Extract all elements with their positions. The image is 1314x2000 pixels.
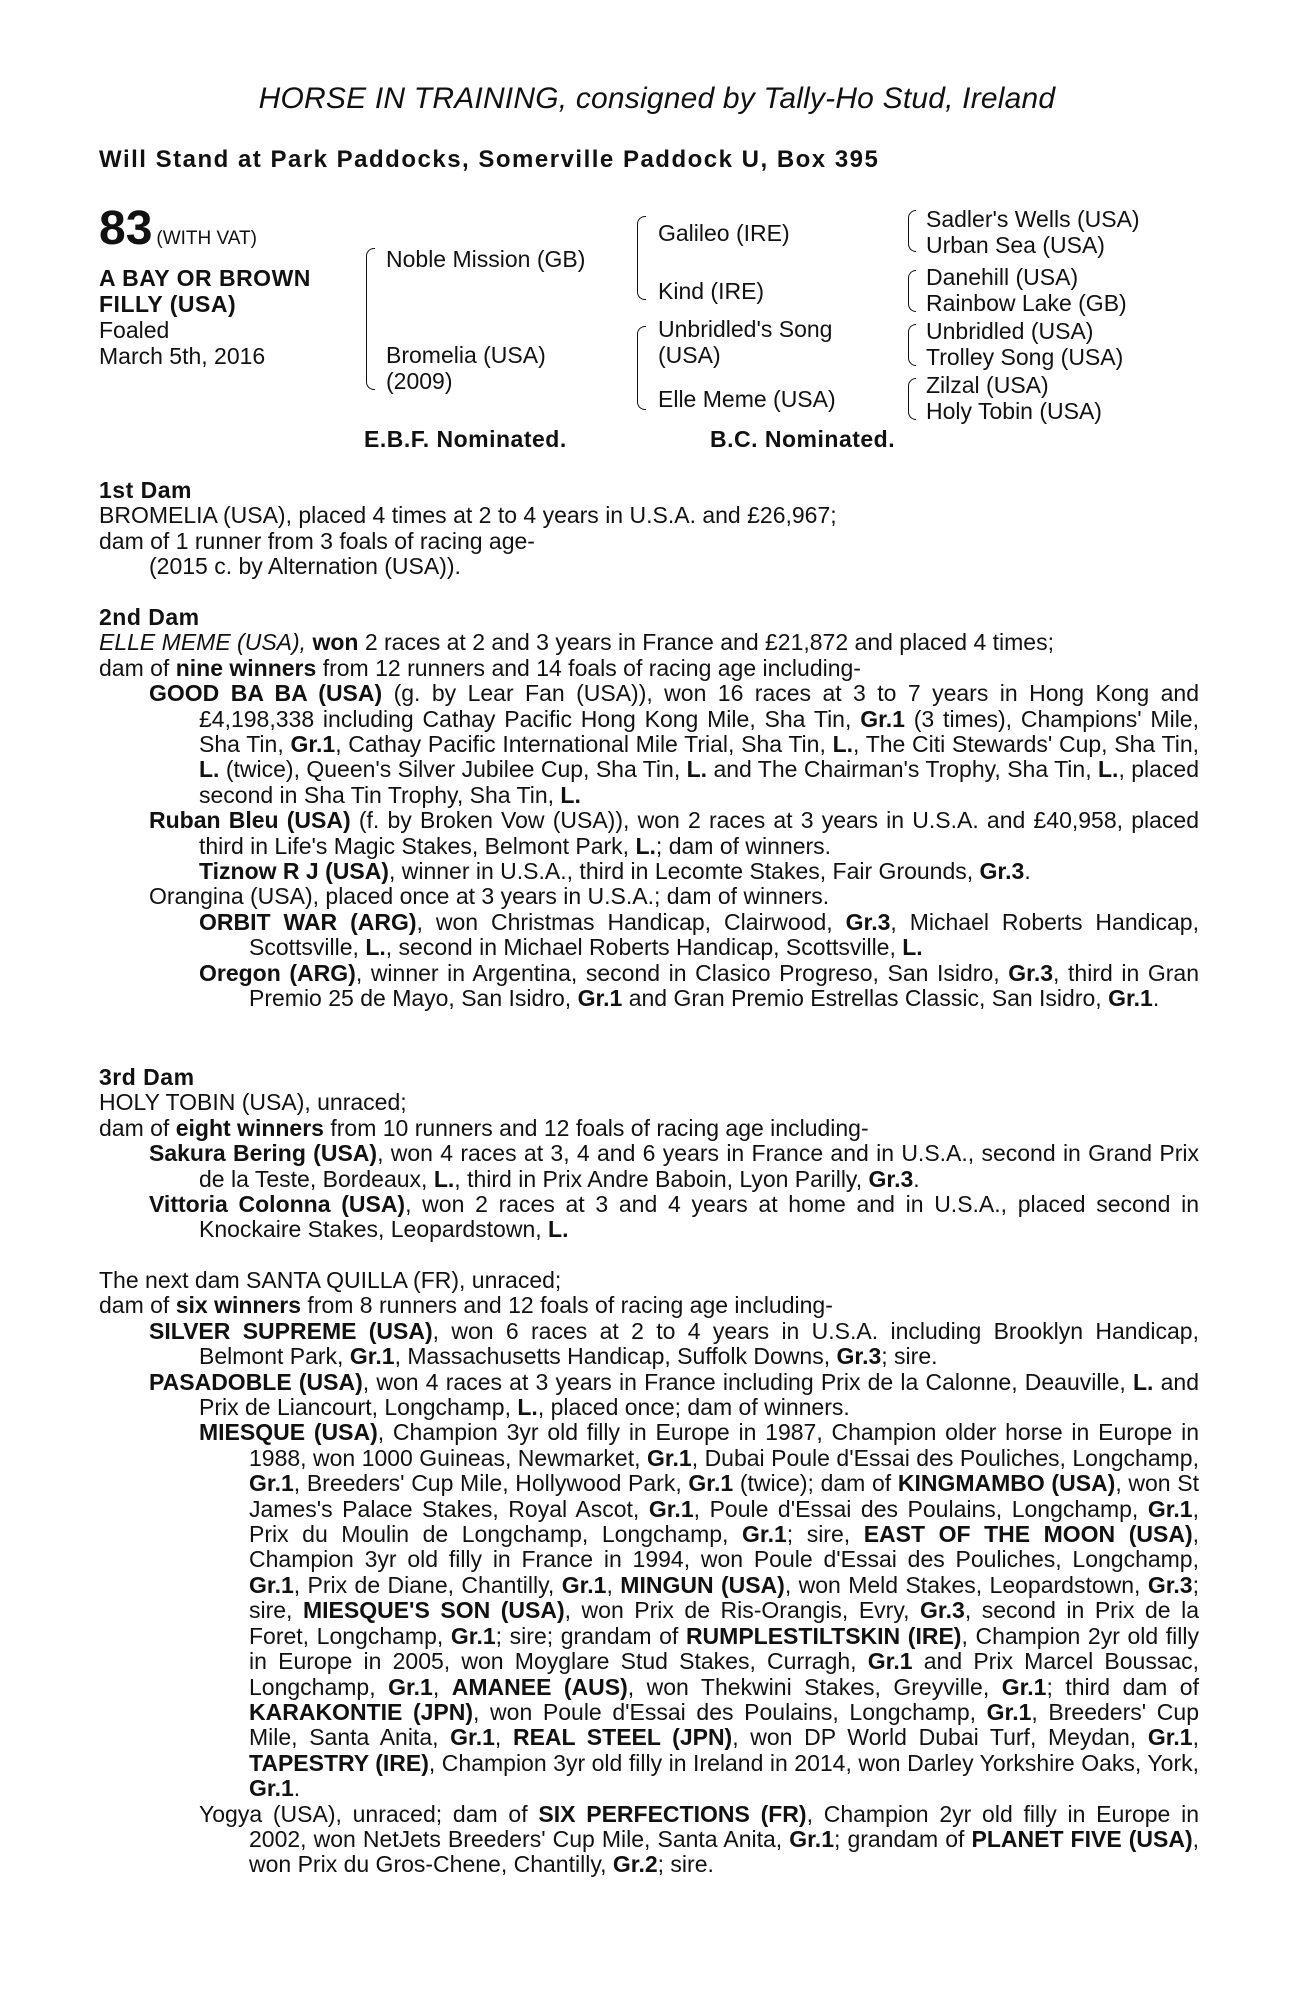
lot-sex-line1: A BAY OR BROWN <box>99 265 311 291</box>
progeny-oregon: Oregon (ARG), winner in Argentina, second in Clasico Progreso, San Isidro, Gr.3, third in Gran Premio 25 de Mayo, San Isidro, Gr.1 and Gran Premio Estrellas Classic, San Isidro, Gr.1. <box>199 959 1199 1012</box>
progeny-good-ba-ba: GOOD BA BA (USA) (g. by Lear Fan (USA)), won 16 races at 3 to 7 years in Hong Kong and £4,198,338 including Cathay Pacific Hong Kong Mile, Sha Tin, Gr.1 (3 times), Champions' Mile, Sha Tin, Gr.1, Cathay Pacific International Mile Trial, Sha Tin, L., The Citi Stewards' Cup, Sha Tin, L. (twice), Queen's Silver Jubilee Cup, Sha Tin, L. and The Chairman's Trophy, Sha Tin, L., placed second in Sha Tin Trophy, Sha Tin, L. <box>149 680 1200 808</box>
third-dam-title: 3rd Dam <box>99 1064 195 1090</box>
sire-sire-name: Galileo (IRE) <box>658 220 790 246</box>
first-dam-section <box>99 478 1199 580</box>
grandsire-1: Sadler's Wells (USA) <box>926 206 1140 232</box>
progeny-sakura-bering: Sakura Bering (USA), won 4 races at 3, 4 and 6 years in France and in U.S.A., second in Grand Prix de la Teste, Bordeaux, L., third in Prix Andre Baboin, Lyon Parilly, Gr.3. <box>149 1140 1200 1192</box>
progeny-yogya: Yogya (USA), unraced; dam of SIX PERFECTIONS (FR), Champion 2yr old filly in Europe in 2002, won NetJets Breeders' Cup Mile, Santa Anita, Gr.1; grandam of PLANET FIVE (USA), won Prix du Gros-Chene, Chantilly, Gr.2; sire. <box>199 1800 1200 1878</box>
vat-note: (WITH VAT) <box>156 228 257 249</box>
grandsire-6: Trolley Song (USA) <box>926 344 1124 370</box>
third-dam-section <box>99 1065 1199 1243</box>
progeny-pasadoble: PASADOBLE (USA), won 4 races at 3 years in France including Prix de la Calonne, Deauville, L. and Prix de Liancourt, Longchamp, L., placed once; dam of winners. <box>149 1368 1200 1421</box>
first-dam-line3: (2015 c. by Alternation (USA)). <box>149 553 461 580</box>
stand-location: Will Stand at Park Paddocks, Somerville Paddock U, Box 395 <box>99 146 880 173</box>
progeny-tiznow: Tiznow R J (USA), winner in U.S.A., third in Lecomte Stakes, Fair Grounds, Gr.3. <box>199 858 1031 885</box>
foaled-date: March 5th, 2016 <box>99 343 266 369</box>
second-dam-name: ELLE MEME (USA) <box>99 629 300 656</box>
progeny-ruban-bleu: Ruban Bleu (USA) (f. by Broken Vow (USA)), won 2 races at 3 years in U.S.A. and £40,958, placed third in Life's Magic Stakes, Belmont Park, L.; dam of winners. <box>149 807 1199 859</box>
grandsire-7: Zilzal (USA) <box>926 372 1049 398</box>
second-dam-line1: ELLE MEME (USA), won 2 races at 2 and 3 years in France and £21,872 and placed 4 times; <box>99 629 1054 656</box>
grandsire-2: Urban Sea (USA) <box>926 232 1105 258</box>
ebf-nominated: E.B.F. Nominated. <box>364 426 567 452</box>
lot-number: 83 <box>99 202 153 255</box>
pedigree-brace-2b <box>637 326 646 410</box>
progeny-orangina: Orangina (USA), placed once at 3 years in U.S.A.; dam of winners. <box>149 883 830 910</box>
next-dam-line1: The next dam SANTA QUILLA (FR), unraced; <box>99 1267 562 1293</box>
dam-year: (2009) <box>386 368 453 394</box>
third-dam-line2: dam of eight winners from 10 runners and 12 foals of racing age including- <box>99 1114 869 1141</box>
progeny-vittoria-colonna: Vittoria Colonna (USA), won 2 races at 3 and 4 years at home and in U.S.A., placed second in Knockaire Stakes, Leopardstown, L. <box>149 1191 1199 1243</box>
first-dam-line1: BROMELIA (USA), placed 4 times at 2 to 4 years in U.S.A. and £26,967; <box>99 502 837 529</box>
pedigree-brace-2a <box>637 216 646 300</box>
pedigree-brace-3a <box>908 210 916 252</box>
dam-sire-line1: Unbridled's Song <box>658 316 833 342</box>
grandsire-5: Unbridled (USA) <box>926 318 1094 344</box>
dam-name: Bromelia (USA) <box>386 342 546 368</box>
second-dam-title: 2nd Dam <box>99 604 200 630</box>
page-heading: HORSE IN TRAINING, consigned by Tally-Ho Stud, Ireland <box>258 82 1056 115</box>
next-dam-line2: dam of six winners from 8 runners and 12 foals of racing age including- <box>99 1292 833 1319</box>
progeny-miesque: MIESQUE (USA), Champion 3yr old filly in Europe in 1987, Champion older horse in Europe in 1988, won 1000 Guineas, Newmarket, Gr.1, Dubai Poule d'Essai des Pouliches, Longchamp, Gr.1, Breeders' Cup Mile, Hollywood Park, Gr.1 (twice); dam of KINGMAMBO (USA), won St James's Palace Stakes, Royal Ascot, Gr.1, Poule d'Essai des Poulains, Longchamp, Gr.1, Prix du Moulin de Longchamp, Longchamp, Gr.1; sire, EAST OF THE MOON (USA), Champion 3yr old filly in France in 1994, won Poule d'Essai des Pouliches, Longchamp, Gr.1, Prix de Diane, Chantilly, Gr.1, MINGUN (USA), won Meld Stakes, Leopardstown, Gr.3; sire, MIESQUE'S SON (USA), won Prix de Ris-Orangis, Evry, Gr.3, second in Prix de la Foret, Longchamp, Gr.1; sire; grandam of RUMPLESTILTSKIN (IRE), Champion 2yr old filly in Europe in 2005, won Moyglare Stud Stakes, Curragh, Gr.1 and Prix Marcel Boussac, Longchamp, Gr.1, AMANEE (AUS), won Thekwini Stakes, Greyville, Gr.1; third dam of KARAKONTIE (JPN), won Poule d'Essai des Poulains, Longchamp, Gr.1, Breeders' Cup Mile, Santa Anita, Gr.1, REAL STEEL (JPN), won DP World Dubai Turf, Meydan, Gr.1, TAPESTRY (IRE), Champion 3yr old filly in Ireland in 2014, won Darley Yorkshire Oaks, York, Gr.1. <box>199 1419 1200 1802</box>
dam-sire-line2: (USA) <box>658 342 721 368</box>
lot-sex-line2: FILLY (USA) <box>99 291 237 317</box>
progeny-silver-supreme: SILVER SUPREME (USA), won 6 races at 2 to 4 years in U.S.A. including Brooklyn Handicap, Belmont Park, Gr.1, Massachusetts Handicap, Suffolk Downs, Gr.3; sire. <box>149 1317 1199 1370</box>
pedigree-brace-3b <box>908 270 916 312</box>
sire-name: Noble Mission (GB) <box>386 246 586 272</box>
bc-nominated: B.C. Nominated. <box>710 426 896 452</box>
pedigree-brace-3d <box>908 378 916 420</box>
next-dam-section <box>99 1268 1199 1878</box>
grandsire-3: Danehill (USA) <box>926 264 1079 290</box>
third-dam-line1: HOLY TOBIN (USA), unraced; <box>99 1089 407 1116</box>
pedigree-brace-3c <box>908 324 916 366</box>
first-dam-line2: dam of 1 runner from 3 foals of racing age- <box>99 527 535 554</box>
dam-dam-name: Elle Meme (USA) <box>658 386 836 412</box>
foaled-label: Foaled <box>99 317 170 343</box>
grandsire-4: Rainbow Lake (GB) <box>926 290 1127 316</box>
first-dam-title: 1st Dam <box>99 477 192 503</box>
second-dam-line2: dam of nine winners from 12 runners and 14 foals of racing age including- <box>99 654 861 681</box>
grandsire-8: Holy Tobin (USA) <box>926 398 1102 424</box>
sire-dam-name: Kind (IRE) <box>658 278 765 304</box>
progeny-orbit-war: ORBIT WAR (ARG), won Christmas Handicap, Clairwood, Gr.3, Michael Roberts Handicap, Scottsville, L., second in Michael Roberts Handicap, Scottsville, L. <box>199 908 1199 961</box>
pedigree-brace-1 <box>366 248 375 390</box>
second-dam-section <box>99 605 1199 1012</box>
lot-info <box>99 202 359 369</box>
